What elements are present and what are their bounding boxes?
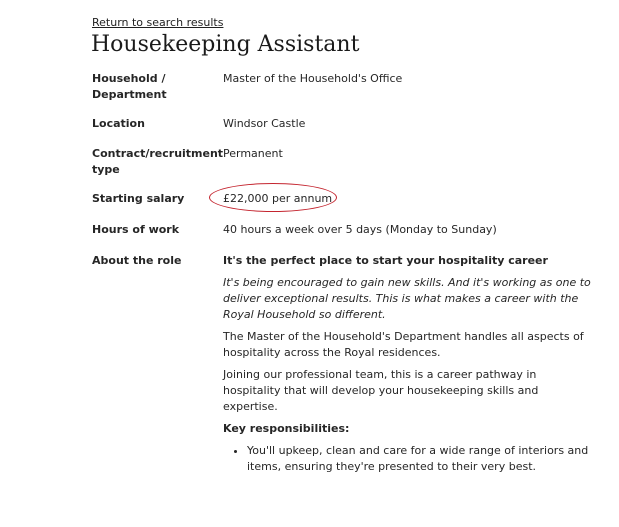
about-paragraph-1: The Master of the Household's Department handles all aspects of hospitality across the Royal residences. <box>223 330 584 359</box>
about-label: About the role <box>92 254 182 267</box>
responsibilities-heading: Key responsibilities: <box>223 422 350 435</box>
detail-row-salary <box>92 191 592 207</box>
hours-label: Hours of work <box>92 223 180 236</box>
household-value: Master of the Household's Office <box>223 72 403 85</box>
responsibilities-list <box>223 443 592 475</box>
job-detail-page <box>91 11 592 473</box>
about-content <box>223 253 592 475</box>
detail-row-household <box>92 71 592 103</box>
detail-row-location <box>92 116 592 132</box>
location-value: Windsor Castle <box>223 117 306 130</box>
detail-row-contract <box>92 146 592 178</box>
list-item: • You'll upkeep, clean and care for a wide range of interiors and items, ensuring they're presented to their very best. <box>247 443 592 475</box>
job-details-table <box>92 71 592 475</box>
contract-label: Contract/recruitment type <box>92 147 224 176</box>
contract-value: Permanent <box>223 147 283 160</box>
about-intro: It's being encouraged to gain new skills. And it's working as one to deliver exceptional results. This is what makes a career with the Royal Household so different. <box>223 276 591 321</box>
about-heading: It's the perfect place to start your hospitality career <box>223 254 548 267</box>
about-paragraph-2: Joining our professional team, this is a career pathway in hospitality that will develop your housekeeping skills and expertise. <box>223 368 539 413</box>
salary-label: Starting salary <box>92 192 185 205</box>
salary-value-wrapper <box>223 191 332 207</box>
location-label: Location <box>92 117 145 130</box>
detail-row-hours <box>92 222 592 238</box>
return-to-search-link[interactable]: Return to search results <box>92 16 224 29</box>
salary-value: £22,000 per annum <box>223 192 333 205</box>
page-title: Housekeeping Assistant <box>91 32 360 57</box>
detail-row-about <box>92 253 592 475</box>
hours-value: 40 hours a week over 5 days (Monday to Sunday) <box>223 223 497 236</box>
household-label: Household / Department <box>92 72 167 101</box>
salary-value-cell <box>223 191 592 207</box>
